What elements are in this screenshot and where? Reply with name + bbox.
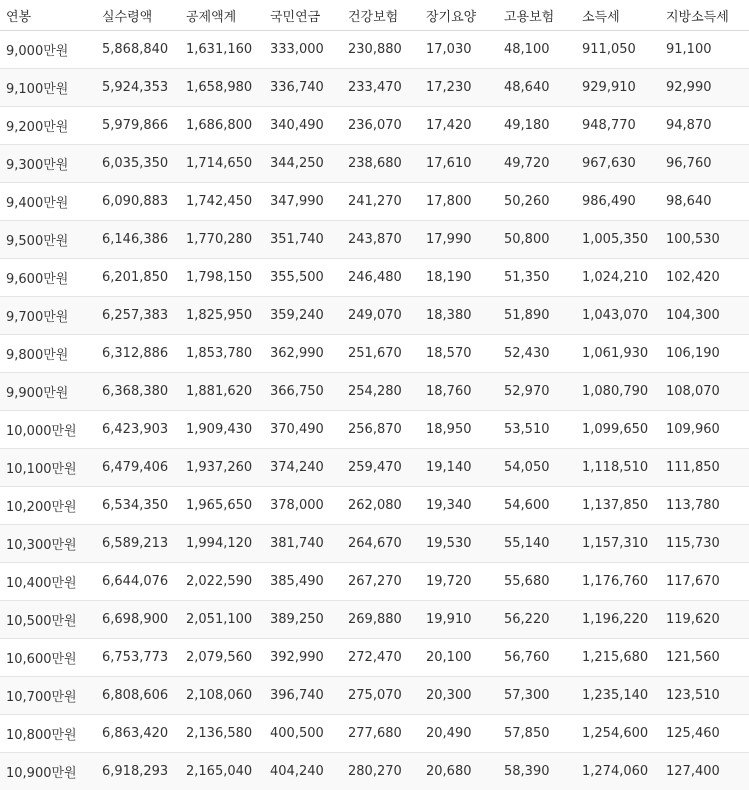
cell-local-income-tax: 113,780 xyxy=(660,487,749,525)
cell-salary: 10,900만원 xyxy=(0,753,96,790)
cell-long-term-care: 17,230 xyxy=(420,69,498,107)
cell-health-insurance: 259,470 xyxy=(342,449,420,487)
cell-national-pension: 366,750 xyxy=(264,373,342,411)
cell-net-pay: 5,979,866 xyxy=(96,107,180,145)
cell-salary: 9,300만원 xyxy=(0,145,96,183)
table-row xyxy=(0,449,749,487)
cell-local-income-tax: 91,100 xyxy=(660,31,749,69)
table-row xyxy=(0,411,749,449)
header-national-pension: 국민연금 xyxy=(264,0,342,31)
cell-income-tax: 1,274,060 xyxy=(576,753,660,790)
cell-health-insurance: 238,680 xyxy=(342,145,420,183)
cell-employment-insurance: 49,720 xyxy=(498,145,576,183)
header-local-income-tax: 지방소득세 xyxy=(660,0,749,31)
cell-local-income-tax: 96,760 xyxy=(660,145,749,183)
cell-health-insurance: 280,270 xyxy=(342,753,420,790)
cell-long-term-care: 17,610 xyxy=(420,145,498,183)
cell-long-term-care: 17,990 xyxy=(420,221,498,259)
cell-health-insurance: 251,670 xyxy=(342,335,420,373)
cell-income-tax: 948,770 xyxy=(576,107,660,145)
cell-net-pay: 6,423,903 xyxy=(96,411,180,449)
cell-employment-insurance: 48,640 xyxy=(498,69,576,107)
cell-local-income-tax: 92,990 xyxy=(660,69,749,107)
cell-net-pay: 6,146,386 xyxy=(96,221,180,259)
table-row xyxy=(0,373,749,411)
cell-total-deduction: 1,853,780 xyxy=(180,335,264,373)
cell-national-pension: 336,740 xyxy=(264,69,342,107)
cell-health-insurance: 272,470 xyxy=(342,639,420,677)
cell-health-insurance: 246,480 xyxy=(342,259,420,297)
cell-salary: 10,500만원 xyxy=(0,601,96,639)
cell-long-term-care: 19,530 xyxy=(420,525,498,563)
cell-local-income-tax: 104,300 xyxy=(660,297,749,335)
cell-income-tax: 1,080,790 xyxy=(576,373,660,411)
table-row xyxy=(0,639,749,677)
table-row xyxy=(0,487,749,525)
cell-employment-insurance: 55,140 xyxy=(498,525,576,563)
cell-national-pension: 389,250 xyxy=(264,601,342,639)
cell-long-term-care: 20,680 xyxy=(420,753,498,790)
table-row xyxy=(0,563,749,601)
cell-total-deduction: 2,079,560 xyxy=(180,639,264,677)
cell-total-deduction: 2,165,040 xyxy=(180,753,264,790)
cell-local-income-tax: 98,640 xyxy=(660,183,749,221)
cell-employment-insurance: 54,050 xyxy=(498,449,576,487)
table-row xyxy=(0,677,749,715)
cell-local-income-tax: 94,870 xyxy=(660,107,749,145)
cell-long-term-care: 19,720 xyxy=(420,563,498,601)
cell-health-insurance: 267,270 xyxy=(342,563,420,601)
cell-net-pay: 6,257,383 xyxy=(96,297,180,335)
table-row xyxy=(0,335,749,373)
cell-income-tax: 1,061,930 xyxy=(576,335,660,373)
cell-employment-insurance: 51,350 xyxy=(498,259,576,297)
cell-local-income-tax: 119,620 xyxy=(660,601,749,639)
cell-net-pay: 6,644,076 xyxy=(96,563,180,601)
cell-net-pay: 6,698,900 xyxy=(96,601,180,639)
cell-net-pay: 6,863,420 xyxy=(96,715,180,753)
header-row xyxy=(0,0,749,31)
cell-long-term-care: 19,140 xyxy=(420,449,498,487)
cell-net-pay: 6,090,883 xyxy=(96,183,180,221)
cell-health-insurance: 264,670 xyxy=(342,525,420,563)
header-income-tax: 소득세 xyxy=(576,0,660,31)
cell-total-deduction: 2,051,100 xyxy=(180,601,264,639)
cell-local-income-tax: 117,670 xyxy=(660,563,749,601)
cell-income-tax: 1,043,070 xyxy=(576,297,660,335)
cell-national-pension: 347,990 xyxy=(264,183,342,221)
cell-long-term-care: 17,030 xyxy=(420,31,498,69)
cell-total-deduction: 1,631,160 xyxy=(180,31,264,69)
cell-income-tax: 1,235,140 xyxy=(576,677,660,715)
cell-long-term-care: 20,490 xyxy=(420,715,498,753)
cell-employment-insurance: 53,510 xyxy=(498,411,576,449)
cell-long-term-care: 19,910 xyxy=(420,601,498,639)
cell-total-deduction: 1,965,650 xyxy=(180,487,264,525)
cell-total-deduction: 1,742,450 xyxy=(180,183,264,221)
cell-total-deduction: 1,881,620 xyxy=(180,373,264,411)
cell-income-tax: 967,630 xyxy=(576,145,660,183)
table-row xyxy=(0,31,749,69)
cell-income-tax: 986,490 xyxy=(576,183,660,221)
cell-net-pay: 6,753,773 xyxy=(96,639,180,677)
cell-total-deduction: 1,994,120 xyxy=(180,525,264,563)
cell-long-term-care: 18,380 xyxy=(420,297,498,335)
cell-employment-insurance: 56,220 xyxy=(498,601,576,639)
cell-total-deduction: 1,658,980 xyxy=(180,69,264,107)
cell-national-pension: 344,250 xyxy=(264,145,342,183)
cell-local-income-tax: 100,530 xyxy=(660,221,749,259)
cell-net-pay: 6,479,406 xyxy=(96,449,180,487)
cell-local-income-tax: 125,460 xyxy=(660,715,749,753)
cell-net-pay: 5,868,840 xyxy=(96,31,180,69)
table-row xyxy=(0,753,749,790)
cell-health-insurance: 254,280 xyxy=(342,373,420,411)
cell-income-tax: 1,137,850 xyxy=(576,487,660,525)
cell-salary: 9,900만원 xyxy=(0,373,96,411)
table-row xyxy=(0,107,749,145)
cell-local-income-tax: 123,510 xyxy=(660,677,749,715)
cell-long-term-care: 19,340 xyxy=(420,487,498,525)
cell-income-tax: 1,099,650 xyxy=(576,411,660,449)
cell-total-deduction: 1,909,430 xyxy=(180,411,264,449)
table-body xyxy=(0,31,749,790)
header-health-insurance: 건강보험 xyxy=(342,0,420,31)
cell-national-pension: 400,500 xyxy=(264,715,342,753)
cell-total-deduction: 1,825,950 xyxy=(180,297,264,335)
cell-health-insurance: 269,880 xyxy=(342,601,420,639)
cell-employment-insurance: 57,300 xyxy=(498,677,576,715)
cell-salary: 9,400만원 xyxy=(0,183,96,221)
cell-income-tax: 1,215,680 xyxy=(576,639,660,677)
cell-employment-insurance: 51,890 xyxy=(498,297,576,335)
cell-income-tax: 911,050 xyxy=(576,31,660,69)
table-row xyxy=(0,601,749,639)
cell-long-term-care: 20,100 xyxy=(420,639,498,677)
cell-income-tax: 929,910 xyxy=(576,69,660,107)
header-employment-insurance: 고용보험 xyxy=(498,0,576,31)
cell-employment-insurance: 54,600 xyxy=(498,487,576,525)
cell-national-pension: 355,500 xyxy=(264,259,342,297)
cell-net-pay: 6,035,350 xyxy=(96,145,180,183)
header-net-pay: 실수령액 xyxy=(96,0,180,31)
cell-long-term-care: 18,190 xyxy=(420,259,498,297)
cell-national-pension: 333,000 xyxy=(264,31,342,69)
cell-salary: 9,600만원 xyxy=(0,259,96,297)
cell-salary: 10,100만원 xyxy=(0,449,96,487)
cell-local-income-tax: 115,730 xyxy=(660,525,749,563)
cell-income-tax: 1,157,310 xyxy=(576,525,660,563)
cell-salary: 10,400만원 xyxy=(0,563,96,601)
cell-health-insurance: 275,070 xyxy=(342,677,420,715)
cell-total-deduction: 1,937,260 xyxy=(180,449,264,487)
cell-income-tax: 1,176,760 xyxy=(576,563,660,601)
cell-net-pay: 6,918,293 xyxy=(96,753,180,790)
table-row xyxy=(0,183,749,221)
cell-long-term-care: 18,950 xyxy=(420,411,498,449)
cell-employment-insurance: 52,430 xyxy=(498,335,576,373)
cell-health-insurance: 262,080 xyxy=(342,487,420,525)
cell-net-pay: 6,368,380 xyxy=(96,373,180,411)
table-row xyxy=(0,715,749,753)
cell-local-income-tax: 121,560 xyxy=(660,639,749,677)
header-total-deduction: 공제액계 xyxy=(180,0,264,31)
cell-net-pay: 6,808,606 xyxy=(96,677,180,715)
cell-net-pay: 6,312,886 xyxy=(96,335,180,373)
cell-long-term-care: 18,570 xyxy=(420,335,498,373)
cell-income-tax: 1,005,350 xyxy=(576,221,660,259)
cell-employment-insurance: 57,850 xyxy=(498,715,576,753)
cell-net-pay: 6,534,350 xyxy=(96,487,180,525)
cell-salary: 9,000만원 xyxy=(0,31,96,69)
cell-employment-insurance: 48,100 xyxy=(498,31,576,69)
cell-national-pension: 385,490 xyxy=(264,563,342,601)
cell-local-income-tax: 127,400 xyxy=(660,753,749,790)
cell-salary: 10,300만원 xyxy=(0,525,96,563)
table-row xyxy=(0,525,749,563)
cell-employment-insurance: 50,800 xyxy=(498,221,576,259)
cell-employment-insurance: 50,260 xyxy=(498,183,576,221)
cell-employment-insurance: 58,390 xyxy=(498,753,576,790)
cell-health-insurance: 241,270 xyxy=(342,183,420,221)
cell-health-insurance: 256,870 xyxy=(342,411,420,449)
cell-salary: 9,500만원 xyxy=(0,221,96,259)
cell-national-pension: 362,990 xyxy=(264,335,342,373)
cell-national-pension: 359,240 xyxy=(264,297,342,335)
cell-local-income-tax: 109,960 xyxy=(660,411,749,449)
cell-health-insurance: 243,870 xyxy=(342,221,420,259)
cell-local-income-tax: 102,420 xyxy=(660,259,749,297)
cell-net-pay: 6,589,213 xyxy=(96,525,180,563)
cell-salary: 9,700만원 xyxy=(0,297,96,335)
cell-long-term-care: 20,300 xyxy=(420,677,498,715)
cell-national-pension: 351,740 xyxy=(264,221,342,259)
cell-health-insurance: 277,680 xyxy=(342,715,420,753)
cell-salary: 9,200만원 xyxy=(0,107,96,145)
cell-local-income-tax: 106,190 xyxy=(660,335,749,373)
cell-income-tax: 1,254,600 xyxy=(576,715,660,753)
cell-salary: 10,200만원 xyxy=(0,487,96,525)
cell-health-insurance: 249,070 xyxy=(342,297,420,335)
cell-health-insurance: 233,470 xyxy=(342,69,420,107)
cell-salary: 10,000만원 xyxy=(0,411,96,449)
cell-salary: 10,600만원 xyxy=(0,639,96,677)
cell-local-income-tax: 111,850 xyxy=(660,449,749,487)
cell-total-deduction: 2,108,060 xyxy=(180,677,264,715)
cell-employment-insurance: 49,180 xyxy=(498,107,576,145)
cell-net-pay: 5,924,353 xyxy=(96,69,180,107)
cell-local-income-tax: 108,070 xyxy=(660,373,749,411)
cell-employment-insurance: 55,680 xyxy=(498,563,576,601)
cell-total-deduction: 2,022,590 xyxy=(180,563,264,601)
cell-national-pension: 396,740 xyxy=(264,677,342,715)
cell-national-pension: 378,000 xyxy=(264,487,342,525)
cell-salary: 10,700만원 xyxy=(0,677,96,715)
cell-long-term-care: 18,760 xyxy=(420,373,498,411)
table-row xyxy=(0,259,749,297)
cell-salary: 10,800만원 xyxy=(0,715,96,753)
cell-salary: 9,100만원 xyxy=(0,69,96,107)
cell-health-insurance: 230,880 xyxy=(342,31,420,69)
header-salary: 연봉 xyxy=(0,0,96,31)
header-long-term-care: 장기요양 xyxy=(420,0,498,31)
cell-national-pension: 392,990 xyxy=(264,639,342,677)
cell-salary: 9,800만원 xyxy=(0,335,96,373)
cell-long-term-care: 17,800 xyxy=(420,183,498,221)
cell-national-pension: 370,490 xyxy=(264,411,342,449)
cell-total-deduction: 1,770,280 xyxy=(180,221,264,259)
cell-income-tax: 1,024,210 xyxy=(576,259,660,297)
cell-national-pension: 374,240 xyxy=(264,449,342,487)
cell-total-deduction: 1,686,800 xyxy=(180,107,264,145)
cell-national-pension: 381,740 xyxy=(264,525,342,563)
table-row xyxy=(0,297,749,335)
cell-income-tax: 1,196,220 xyxy=(576,601,660,639)
cell-income-tax: 1,118,510 xyxy=(576,449,660,487)
table-row xyxy=(0,145,749,183)
cell-national-pension: 404,240 xyxy=(264,753,342,790)
cell-total-deduction: 1,714,650 xyxy=(180,145,264,183)
cell-employment-insurance: 52,970 xyxy=(498,373,576,411)
cell-net-pay: 6,201,850 xyxy=(96,259,180,297)
table-row xyxy=(0,221,749,259)
cell-employment-insurance: 56,760 xyxy=(498,639,576,677)
cell-total-deduction: 2,136,580 xyxy=(180,715,264,753)
cell-total-deduction: 1,798,150 xyxy=(180,259,264,297)
cell-health-insurance: 236,070 xyxy=(342,107,420,145)
cell-national-pension: 340,490 xyxy=(264,107,342,145)
table-row xyxy=(0,69,749,107)
cell-long-term-care: 17,420 xyxy=(420,107,498,145)
